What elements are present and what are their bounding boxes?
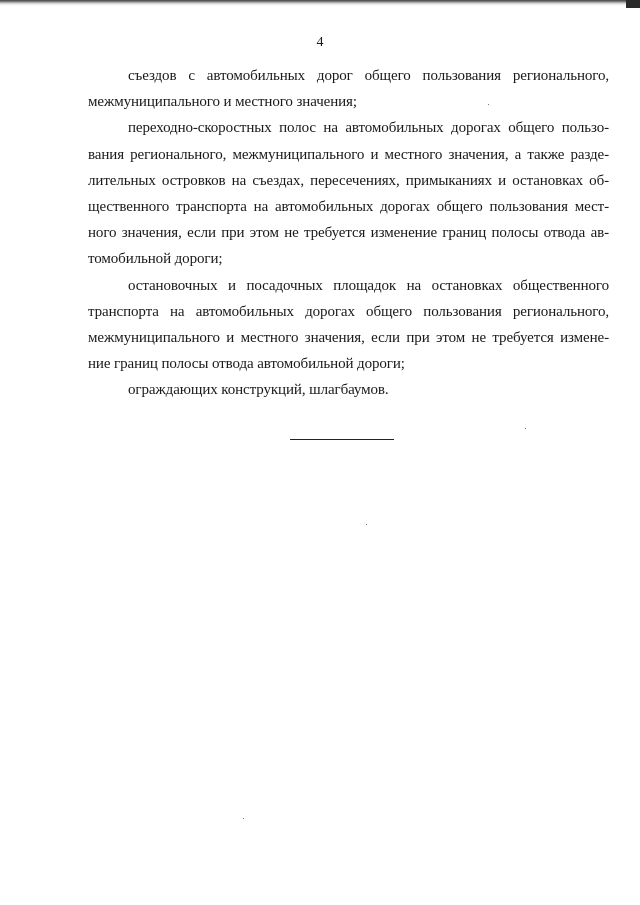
text-line: транспорта на автомобильных дорогах общего пользования регионального, [88, 303, 609, 320]
text-line: остановочных и посадочных площадок на остановках общественного [128, 277, 609, 294]
paragraph-exits [88, 63, 609, 115]
scan-speck [366, 524, 367, 525]
scan-speck [243, 818, 244, 819]
paragraph-bus-stops [88, 273, 609, 378]
text-line: межмуниципального и местного значения, если при этом не требуется измене- [88, 330, 609, 347]
scan-top-edge [0, 0, 640, 6]
text-line: межмуниципального и местного значения; [88, 94, 357, 111]
text-line: съездов с автомобильных дорог общего пользования регионального, [128, 68, 609, 84]
text-line: ного значения, если при этом не требуется изменение границ полосы отвода ав- [88, 225, 609, 242]
document-body [88, 63, 609, 404]
scan-speck [488, 104, 489, 105]
page-number: 4 [316, 35, 324, 50]
scan-speck [525, 428, 526, 429]
text-line: щественного транспорта на автомобильных дорогах общего пользования мест- [88, 199, 609, 216]
paragraph-acceleration-lanes [88, 115, 609, 272]
paragraph-barriers [88, 377, 609, 403]
text-line: переходно-скоростных полос на автомобильных дорогах общего пользо- [128, 120, 609, 137]
text-line: вания регионального, межмуниципального и местного значения, а также разде- [88, 146, 609, 163]
closing-separator-line [290, 439, 394, 440]
text-line: лительных островков на съездах, пересечениях, примыканиях и остановках об- [88, 172, 609, 189]
scan-corner-mark [626, 0, 640, 8]
text-line: ограждающих конструкций, шлагбаумов. [128, 382, 389, 399]
text-line: ние границ полосы отвода автомобильной дороги; [88, 356, 405, 373]
text-line: томобильной дороги; [88, 251, 223, 268]
